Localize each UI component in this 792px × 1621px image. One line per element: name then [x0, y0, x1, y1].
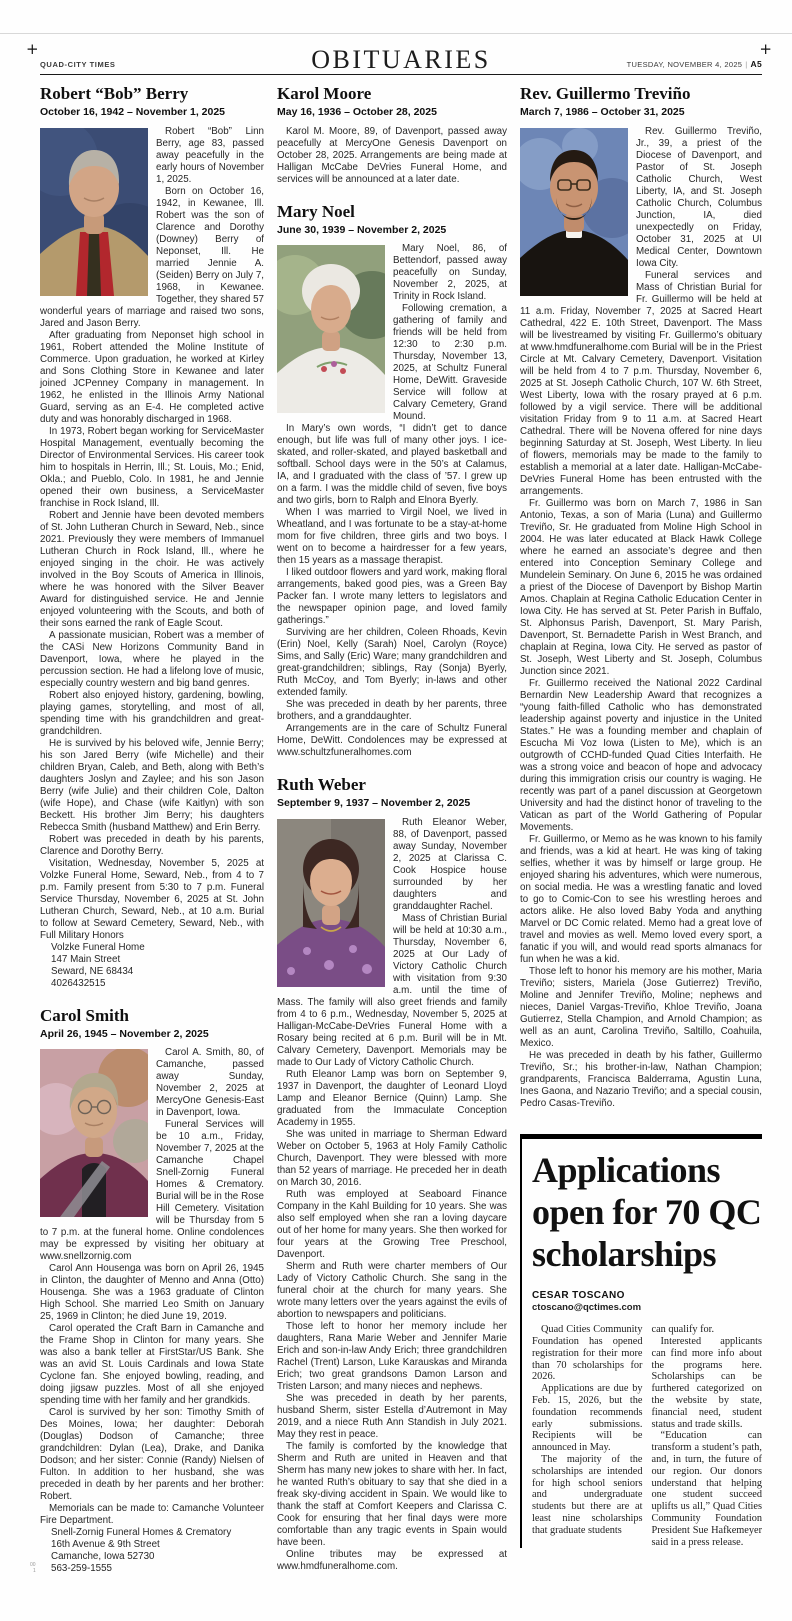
article-byline-name: CESAR TOSCANO	[532, 1289, 625, 1301]
obituary-paragraph: In Mary’s own words, “I didn’t get to dance enough, but life was full of many other joys. I ice-skated, and roller-skated, and played basketball and softball. School days were in the 50’s at Calamus, IA, and I graduated with the class of ’57. I grew up on a farm. I was the middle child of seven, five boys and two girls, born to Ralph and Elnora Byerly.	[277, 423, 507, 507]
portrait-photo-ruth-weber	[277, 819, 385, 987]
obituary-paragraph: Ruth Eleanor Lamp was born on September 9, 1937 in Davenport, the daughter of Leonard Lloyd Lamp and Eleanor Bernice (Quinn) Lamp. She graduated from the Immaculate Conception Academy in 1955.	[277, 1068, 507, 1128]
article-body	[532, 1324, 762, 1548]
obituary-paragraph: Mary Noel, 86, of Bettendorf, passed away peacefully on Sunday, November 2, 2025, at Trinity in Rock Island.	[393, 243, 507, 303]
obituary-paragraph: Following cremation, a gathering of family and friends will be held from 12:30 to 2:30 p.m. Thursday, November 13, 2025, at Schultz Funeral Home, DeWitt. Graveside Service will follow at Calvary Cemetery, Grand Mound.	[393, 303, 507, 423]
obituary-paragraph: Carol is survived by her son: Timothy Smith of Des Moines, Iowa; her daughter: Deborah (Douglas) Dodson of Camanche; three grandchildren: Dylan (Lea), Drake, and Danika Dodson; and her sister: Connie (Randy) Nielsen of Fulton. In addition to her husband, she was preceded in death by her parents and her brother: Robert.	[40, 1407, 264, 1503]
obituary-paragraph: Those left to honor her memory include her daughters, Rana Marie Weber and Jennifer Marie Erich and son-in-law Andy Erich; three grandchildren Rachel (Trent) Larson, Luke Karauskas and Miranda Erich; two great grandsons Damon Larson and Tristen Larson; and many nieces and nephews.	[277, 1320, 507, 1392]
address-line: Camanche, Iowa 52730	[51, 1551, 155, 1563]
obituary-karol-moore	[277, 84, 507, 186]
obituary-paragraph: Funeral services and Mass of Christian Burial for Fr. Guillermo will be held at 11 a.m. Friday, November 7, 2025 at Sacred Heart Cathedral, 422 E. 10th Street, Davenport. The Mass will be livestreamed by visiting Fr. Guillermo’s obituary at www.hmdfuneralhome.com Burial will be in the Priest Circle at Mt. Calvary Cemetery, Davenport. Visitation will be held from 4 to 7 p.m. Thursday, November 6, 2025 at St. Joseph Catholic Church, 107 W. 6th Street, West Liberty, Iowa with the rosary prayed at 6 p.m. followed by a vigil service. There will be additional visitation Friday from 9 to 11 a.m. at Sacred Heart Cathedral. There will be Novena offered for nine days beginning Saturday at St. Joseph, West Liberty. In lieu of flowers, memorials may be made to the family to establish a memorial at a later date. Halligan-McCabe-DeVries Funeral Home has been entrusted with the arrangements.	[520, 269, 762, 497]
article-subcolumn-1	[532, 1324, 643, 1548]
obituary-dates: June 30, 1939 – November 2, 2025	[277, 223, 447, 236]
obituary-paragraph: A passionate musician, Robert was a member of the CASi New Horizons Community Band in Davenport, Iowa, where he played in the percussion section. He had a lifelong love of music, especially country western and big band genres.	[40, 629, 264, 689]
funeral-home-address	[40, 942, 264, 990]
obituary-name: Rev. Guillermo Treviño	[520, 84, 691, 103]
obituary-paragraph: Carol operated the Craft Barn in Camanche and the Frame Shop in Clinton for many years. She was also a bank teller at FirstStar/US Bank. She was an avid St. Louis Cardinals and Iowa State Cyclone fan. She enjoyed bowling, reading, and doing jigsaw puzzles. Most of all she enjoyed spending time with her family and her grandkids.	[40, 1323, 264, 1407]
article-subcolumn-2	[652, 1324, 763, 1548]
obituary-paragraph: Carol A. Smith, 80, of Camanche, passed away Sunday, November 2, 2025 at MercyOne Genesis-East in Davenport, Iowa.	[156, 1047, 264, 1119]
obituary-paragraph: Karol M. Moore, 89, of Davenport, passed away peacefully at MercyOne Genesis Davenport on October 28, 2025. Arrangements are being made at Halligan McCabe DeVries Funeral Home, and services will be announced at a later date.	[277, 125, 507, 185]
obituary-paragraph: Ruth was employed at Seaboard Finance Company in the Kahl Building for 10 years. She was also self employed when she ran a loving daycare out of her home for many years. She then worked for four years at the Growing Tree Preschool, Davenport.	[277, 1188, 507, 1260]
address-line: 147 Main Street	[51, 953, 121, 965]
obituary-paragraph: Born on October 16, 1942, in Kewanee, Ill. Robert was the son of Clarence and Dorothy (Downey) Berry of Neponset, Ill. He married Jennie A. (Seiden) Berry on July 7, 1968, in Kewanee. Together, they shared 57 wonderful years of marriage and raised two sons, Jared and Jason Berry.	[40, 185, 264, 329]
article-headline: Applications open for 70 QC scholarships	[532, 1149, 762, 1274]
page-number: A5	[750, 59, 762, 69]
obituary-paragraph: Fr. Guillermo was born on March 7, 1986 in San Antonio, Texas, a son of Maria (Luna) and Guillermo Treviño, Sr. He graduated from Moline High School in 2004. He was later educated at Black Hawk College where he earned an associate’s degree and then entered into Conception Seminary College and Mundelein Seminary. On June 6, 2015 he was ordained a priest of the Diocese of Davenport by Bishop Martin Amos. Chaplain at Regina Catholic Education Center in Iowa City. He has served at St. Peter Parish in Buffalo, St. Alphonsus Parish, Davenport, St. Mary Parish, Davenport, St. Bernadette Parish in West Branch, and chaplain at Regina, Iowa City. He served as pastor of St. Joseph, West Liberty and St. Joseph, Columbus Junction since 2021.	[520, 497, 762, 677]
address-line: Seward, NE 68434	[51, 965, 134, 977]
dateline-separator: |	[745, 60, 748, 69]
portrait-photo-mary-noel	[277, 245, 385, 413]
obituary-paragraph: Surviving are her children, Coleen Rhoads, Kevin (Erin) Noel, Kelly (Sarah) Noel, Carolyn (Royce) Sims, and Sally (Eric) Ware; many grandchildren and great-grandchildren; siblings, Ray (Sonja) Byerly, Ruth McCoy, and Tom Byerly; in-laws and other extended family.	[277, 627, 507, 699]
obituary-ruth-weber	[277, 775, 507, 1573]
obituary-paragraph: When I was married to Virgil Noel, we lived in Wheatland, and I was fortunate to be a stay-at-home mom for five children, three girls and two boys. I went on to become a hairdresser for a few years, then 15 years as a massage therapist.	[277, 507, 507, 567]
article-paragraph: The majority of the scholarships are intended for high school seniors and undergraduate students but there are at least nine scholarships that graduate students	[532, 1454, 643, 1536]
registration-mark-left: +	[26, 40, 39, 58]
printers-mark-line1: 00	[30, 1562, 36, 1568]
obituary-body	[40, 126, 264, 990]
address-line: Snell-Zornig Funeral Homes & Crematory	[51, 1527, 232, 1539]
obituary-paragraph: Robert also enjoyed history, gardening, bowling, playing games, storytelling, and most of all, spending time with his grandchildren and great-grandchildren.	[40, 689, 264, 737]
obituary-paragraph: Robert was preceded in death by his parents, Clarence and Dorothy Berry.	[40, 833, 264, 857]
portrait-photo-robert-berry	[40, 128, 148, 296]
address-line: 563-259-1555	[51, 1563, 113, 1575]
printers-mark	[30, 1562, 36, 1574]
address-line: 16th Avenue & 9th Street	[51, 1539, 160, 1551]
publication-name: QUAD-CITY TIMES	[40, 60, 116, 69]
obituary-slot	[520, 84, 762, 1110]
obituary-name: Karol Moore	[277, 84, 372, 103]
obituary-robert-berry	[40, 84, 264, 990]
obituary-column-1	[40, 84, 264, 1575]
obituary-body	[277, 817, 507, 1573]
obituary-body	[277, 243, 507, 759]
obituary-paragraph: She was preceded in death by her parents, three brothers, and a granddaughter.	[277, 699, 507, 723]
portrait-photo-guillermo-trevino	[520, 128, 628, 296]
obituary-paragraph: Online tributes may be expressed at www.hmdfuneralhome.com.	[277, 1548, 507, 1572]
obituary-paragraph: Those left to honor his memory are his mother, Maria Treviño; sisters, Mariela (Jose Gutierrez) Treviño, Moline and Jennifer Treviño, Moline; nephews and nieces, Daniel Vargas-Treviño, Khloe Treviño, Joana Gutierrez, Stella Champion, and Arnold Champion; as well as an aunt, Carolina Treviño, Saltillo, Coahuila, Mexico.	[520, 965, 762, 1049]
obituary-columns	[40, 84, 762, 1575]
article-paragraph: can qualify for.	[651, 1324, 715, 1336]
obituary-paragraph: He was preceded in death by his father, Guillermo Treviño, Sr.; his brother-in-law, Nathan Champion; grandparents, Francisca Balderrama, Agustin Luna, Ines Gaona, and Nazario Treviño; and a special cousin, Pedro Casas-Treviño.	[520, 1049, 762, 1109]
obituary-paragraph: The family is comforted by the knowledge that Sherm and Ruth are united in Heaven and that Sherm has many new jokes to share with her. In fact, he wanted Ruth’s obituary to say that she died in a freak sky-diving accident in Spain. We would like to thank the staff at Comfort Keepers and Clarissa C. Cook for ensuring that her final days were more comfortable than any tragic events in Spain would have been.	[277, 1440, 507, 1548]
printers-mark-line2: 1	[33, 1568, 36, 1574]
issue-date: TUESDAY, NOVEMBER 4, 2025	[626, 60, 743, 69]
obituary-carol-smith	[40, 1006, 264, 1576]
obituary-name: Carol Smith	[40, 1005, 129, 1025]
obituary-dates: March 7, 1986 – October 31, 2025	[520, 106, 685, 119]
address-line: 4026432515	[51, 977, 106, 989]
obituary-paragraph: Fr. Guillermo, or Memo as he was known to his family and friends, was a kid at heart. He was king of taking selfies, whether it was by himself or large group. He enjoyed sharing his adventures, which were numerous, on social media. He was a wrestling fanatic and loved to go to Comic-Con to see his wrestling heroes and actors alike. He also loved Baby Yoda and anything Marvel or DC Comic related. Memo had a great love of travel and movies as well. Memo loved every sport, a fanatic if you will, and would read sports almanacs for fun when he was a kid.	[520, 833, 762, 965]
obituary-paragraph: Rev. Guillermo Treviño, Jr., 39, a priest of the Diocese of Davenport, and Pastor of St. Joseph Catholic Church, West Liberty, IA, and St. Joseph Catholic Church, Columbus Junction, IA, died unexpectedly on Friday, October 31, 2025 at UI Medical Center, Downtown Iowa City.	[636, 125, 762, 269]
obituary-paragraph: He is survived by his beloved wife, Jennie Berry; his son Jared Berry (wife Michelle) and their children Bryan, Caleb, and Beth, along with Beth’s daughters Joslyn and Zaylee; and his son Jason Berry (wife Julie) and their children Cole, Dalton (wife Hope), and Chase (wife Kaitlyn) with son Beckett. His brother Jim Berry; his daughters Rebecca Smith (husband Matthew) and Erin Berry.	[40, 737, 264, 833]
obituary-dates: October 16, 1942 – November 1, 2025	[40, 106, 226, 119]
obituary-paragraph: Memorials can be made to: Camanche Volunteer Fire Department.	[40, 1503, 264, 1527]
obituary-paragraph: Carol Ann Housenga was born on April 26, 1945 in Clinton, the daughter of Menno and Anna (Otto) Housenga. She was a 1963 graduate of Clinton High School. She married Leo Smith on January 25, 1969 in Clinton; he died June 19, 2019.	[40, 1263, 264, 1323]
obituary-paragraph: In 1973, Robert began working for ServiceMaster Hospital Management, eventually becoming the Director of Environmental Services. His career took him to hospitals in Herrin, Ill.; St. Louis, Mo.; Enid, Okla.; and Pueblo, Colo. In 1981, he and Jennie opened their own business, a ServiceMaster franchise in Rock Island, Ill.	[40, 425, 264, 509]
obituary-paragraph: Fr. Guillermo received the National 2022 Cardinal Bernardin New Leadership Award that recognizes a “young faith-filled Catholic who has demonstrated leadership against poverty and injustice in the United States.” He was a founding member and chaplain of Escucha Mi Voz Iowa (Listen to Me), which is an outgrowth of CCHD-funded Quad Cities Interfaith. He was a strong voice and beacon of hope and advocacy during this immigration crisis our country is waging. He recently was part of a panel discussion at Georgetown University and had the distinct honor of traveling to the Vatican as part of the World Gathering of Popular Movements.	[520, 677, 762, 833]
obituary-name: Ruth Weber	[277, 775, 366, 795]
funeral-home-address	[40, 1527, 264, 1575]
article-paragraph: Quad Cities Community Foundation has opened registration for their more than 70 scholarships for 2026.	[532, 1324, 643, 1383]
trim-line	[0, 33, 792, 34]
obituary-body	[520, 126, 762, 1110]
obituary-paragraph: After graduating from Neponset high school in 1961, Robert attended the Moline Institute of Commerce. Upon graduation, he worked at Kirley and Sons Clothing Store in Kewanee and later joined JCPenney Company in management. In 1962, he enlisted in the Illinois Army National Guard, serving as an E-4. He completed active duty and was honorably discharged in 1968.	[40, 329, 264, 425]
obituary-dates: September 9, 1937 – November 2, 2025	[277, 797, 471, 810]
obituary-paragraph: Robert “Bob” Linn Berry, age 83, passed away peacefully in the early hours of November 1, 2025.	[156, 125, 264, 185]
obituary-column-3	[520, 84, 762, 1575]
section-title: OBITUARIES	[311, 45, 491, 74]
obituary-paragraph: Arrangements are in the care of Schultz Funeral Home, DeWitt. Condolences may be expressed at www.schultzfuneralhomes.com	[277, 723, 507, 759]
obituary-paragraph: Sherm and Ruth were charter members of Our Lady of Victory Catholic Church. She sang in the funeral choir at the church for many years. She wrote many letters over the years against the evils of abortion to newspapers and politicians.	[277, 1260, 507, 1320]
portrait-photo-carol-smith	[40, 1049, 148, 1217]
obituary-name: Mary Noel	[277, 201, 355, 221]
obituary-dates: April 26, 1945 – November 2, 2025	[40, 1027, 209, 1040]
dateline	[627, 59, 762, 69]
section-masthead	[40, 44, 762, 75]
obituary-paragraph: I liked outdoor flowers and yard work, making floral arrangements, baked good pies, was a Green Bay Packer fan. I wrote many letters to legislators and the newspaper opinion page, and loved family gatherings.”	[277, 567, 507, 627]
article-paragraph: Interested applicants can find more info about the programs here. Scholarships can be furthered categorized on the website by state, financial need, student status and trade skills.	[651, 1336, 762, 1430]
obituary-body	[40, 1047, 264, 1575]
address-line: Volzke Funeral Home	[51, 941, 145, 953]
registration-mark-right: +	[759, 40, 772, 58]
obituary-paragraph: Mass of Christian Burial will be held at 10:30 a.m., Thursday, November 6, 2025 at Our Lady of Victory Catholic Church with visitation from 9:30 a.m. until the time of Mass. The family will also greet friends and family from 4 to 6 p.m., Wednesday, November 5, 2025 at Halligan-McCabe-DeVries Funeral Home with a Rosary being recited at 6 p.m. Buril will be in Mt. Calvary Cemetery, Davenport. Memorials may be made to Our Lady of Victory Catholic Church.	[277, 912, 507, 1068]
obituary-mary-noel	[277, 202, 507, 760]
article-paragraph: Applications are due by Feb. 15, 2026, but the foundation recommends early submissions. Recipients will be announced in May.	[532, 1383, 643, 1454]
obituary-paragraph: Visitation, Wednesday, November 5, 2025 at Volzke Funeral Home, Seward, Neb., from 4 to 7 p.m. Family present from 5:30 to 7 p.m. Funeral Service Thursday, November 6, 2025 at St. John Lutheran Church, Seward, Neb., at 10 a.m. Burial to follow at Seward Cemetery, Seward, Neb., with Full Military Honors	[40, 857, 264, 941]
obituary-guillermo-trevino	[520, 84, 762, 1110]
obituary-paragraph: She was united in marriage to Sherman Edward Weber on October 5, 1963 at Holy Family Catholic Church, Davenport. They were blessed with more than 52 years of marriage. He preceded her in death on March 30, 2016.	[277, 1128, 507, 1188]
obituary-body	[277, 126, 507, 186]
news-article	[520, 1134, 762, 1549]
article-paragraph: “Education can transform a student’s path, and, in turn, the future of our region. Our donors understand that helping one student succeed uplifts us all,” Quad Cities Community Foundation President Sue Hafkemeyer said in a press release.	[651, 1430, 762, 1548]
obituary-paragraph: Robert and Jennie have been devoted members of St. John Lutheran Church in Seward, Neb., since 2021. Previously they were members of Immanuel Lutheran Church in Rock Island, Ill., where he enjoyed singing in the choir. He was actively involved in the Boy Scouts of America in Illinois, where he was honored with the Silver Beaver Award for distinguished service. He and Jennie enjoyed volunteering with the Scouts, and both of their sons earned the rank of Eagle Scout.	[40, 509, 264, 629]
obituary-paragraph: She was preceded in death by her parents, husband Sherm, sister Estella d’Autremont in May 2019, and a niece Ruth Ann Standish in July 2021. May they rest in peace.	[277, 1392, 507, 1440]
obituary-paragraph: Funeral Services will be 10 a.m., Friday, November 7, 2025 at the Camanche Chapel Snell-Zornig Funeral Homes & Crematory. Burial will be in the Rose Hill Cemetery. Visitation will be Thursday from 5 to 7 p.m. at the funeral home. Online condolences may be expressed by visiting her obituary at www.snellzornig.com	[40, 1119, 264, 1263]
obituary-column-2	[277, 84, 507, 1575]
obituary-dates: May 16, 1936 – October 28, 2025	[277, 106, 437, 119]
obituary-paragraph: Ruth Eleanor Weber, 88, of Davenport, passed away Sunday, November 2, 2025 at Clarissa C. Cook Hospice house surrounded by her daughters and granddaughter Rachel.	[393, 816, 507, 912]
obituary-name: Robert “Bob” Berry	[40, 84, 189, 103]
article-byline-email: ctoscano@qctimes.com	[532, 1301, 642, 1313]
